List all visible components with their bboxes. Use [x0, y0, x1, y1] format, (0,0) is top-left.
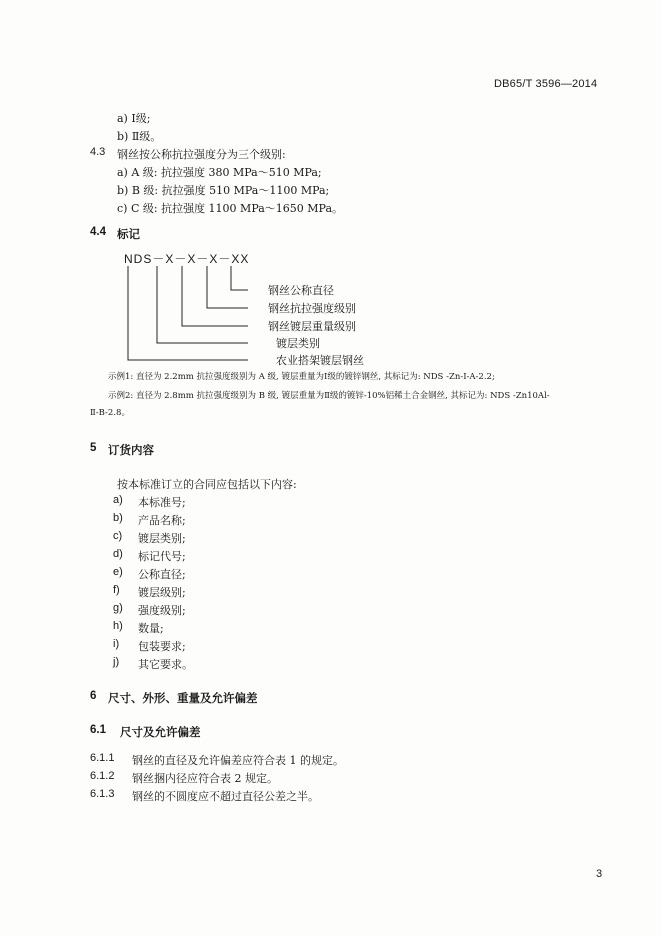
marking-code: NDS－X－X－X－XX: [124, 252, 250, 266]
clause-text: 钢丝的直径及允许偏差应符合表 1 的规定。: [132, 754, 344, 767]
marking-label: 钢丝镀层重量级别: [268, 320, 356, 333]
example-2: 示例2: 直径为 2.8mm 抗拉强度级别为 B 级, 镀层重量为Ⅱ级的镀锌-10%铝稀土合金钢丝, 其标记为: NDS -Zn10Al-: [108, 391, 550, 401]
section-intro: 按本标准订立的合同应包括以下内容:: [117, 478, 297, 491]
list-item: a) A 级: 抗拉强度 380 MPa～510 MPa;: [117, 166, 322, 179]
list-item: 镀层类别;: [138, 532, 186, 545]
list-letter: i): [113, 638, 120, 650]
clause-text: 钢丝捆内径应符合表 2 规定。: [132, 772, 278, 785]
list-item: 数量;: [138, 622, 164, 635]
bracket-line-diameter: [231, 266, 248, 290]
section-title: 订货内容: [108, 443, 154, 457]
section-number: 4.4: [90, 226, 106, 238]
section-title: 标记: [117, 227, 140, 241]
list-letter: c): [113, 530, 123, 542]
section-title: 尺寸、外形、重量及允许偏差: [108, 691, 258, 705]
list-item: 强度级别;: [138, 604, 186, 617]
example-2-continued: Ⅱ-B-2.8。: [90, 408, 130, 418]
list-letter: j): [113, 656, 120, 668]
list-letter: e): [113, 566, 123, 578]
section-number: 5: [90, 442, 97, 454]
clause-number: 4.3: [90, 146, 106, 158]
list-item: 镀层级别;: [138, 586, 186, 599]
page-number: 3: [596, 868, 603, 880]
bracket-line-strength: [207, 266, 248, 308]
bracket-line-coating: [157, 266, 248, 343]
list-letter: b): [113, 512, 123, 524]
list-item: b) B 级: 抗拉强度 510 MPa～1100 MPa;: [117, 184, 330, 197]
list-letter: h): [113, 620, 123, 632]
clause-number: 6.1.3: [90, 788, 115, 800]
list-item: 其它要求。: [138, 658, 193, 671]
list-item: 标记代号;: [138, 550, 186, 563]
bracket-line-weight: [182, 266, 248, 326]
list-item: 公称直径;: [138, 568, 186, 581]
section-number: 6.1: [90, 724, 106, 736]
list-letter: d): [113, 548, 123, 560]
marking-label: 镀层类别: [276, 337, 320, 350]
clause-number: 6.1.1: [90, 752, 115, 764]
marking-label: 钢丝抗拉强度级别: [268, 302, 356, 315]
list-item: 包装要求;: [138, 640, 186, 653]
list-item: 产品名称;: [138, 514, 186, 527]
standard-code: DB65/T 3596—2014: [494, 78, 598, 90]
marking-label: 钢丝公称直径: [268, 284, 334, 297]
list-item: c) C 级: 抗拉强度 1100 MPa～1650 MPa。: [117, 202, 343, 215]
list-item: b) Ⅱ级。: [117, 130, 162, 143]
list-letter: f): [113, 584, 120, 596]
list-letter: a): [113, 494, 123, 506]
section-number: 6: [90, 690, 97, 702]
clause-number: 6.1.2: [90, 770, 115, 782]
marking-label: 农业搭架镀层钢丝: [276, 354, 364, 367]
clause-text: 钢丝的不圆度应不超过直径公差之半。: [132, 790, 319, 803]
example-1: 示例1: 直径为 2.2mm 抗拉强度级别为 A 级, 镀层重量为Ⅰ级的镀锌钢丝, 其标记为: NDS -Zn-Ⅰ-A-2.2;: [108, 372, 495, 382]
list-item: a) Ⅰ级;: [117, 112, 151, 125]
list-item: 本标准号;: [138, 496, 186, 509]
section-title: 尺寸及允许偏差: [120, 725, 201, 739]
list-letter: g): [113, 602, 123, 614]
bracket-line-product: [128, 266, 248, 360]
clause-text: 钢丝按公称抗拉强度分为三个级别:: [117, 148, 286, 161]
